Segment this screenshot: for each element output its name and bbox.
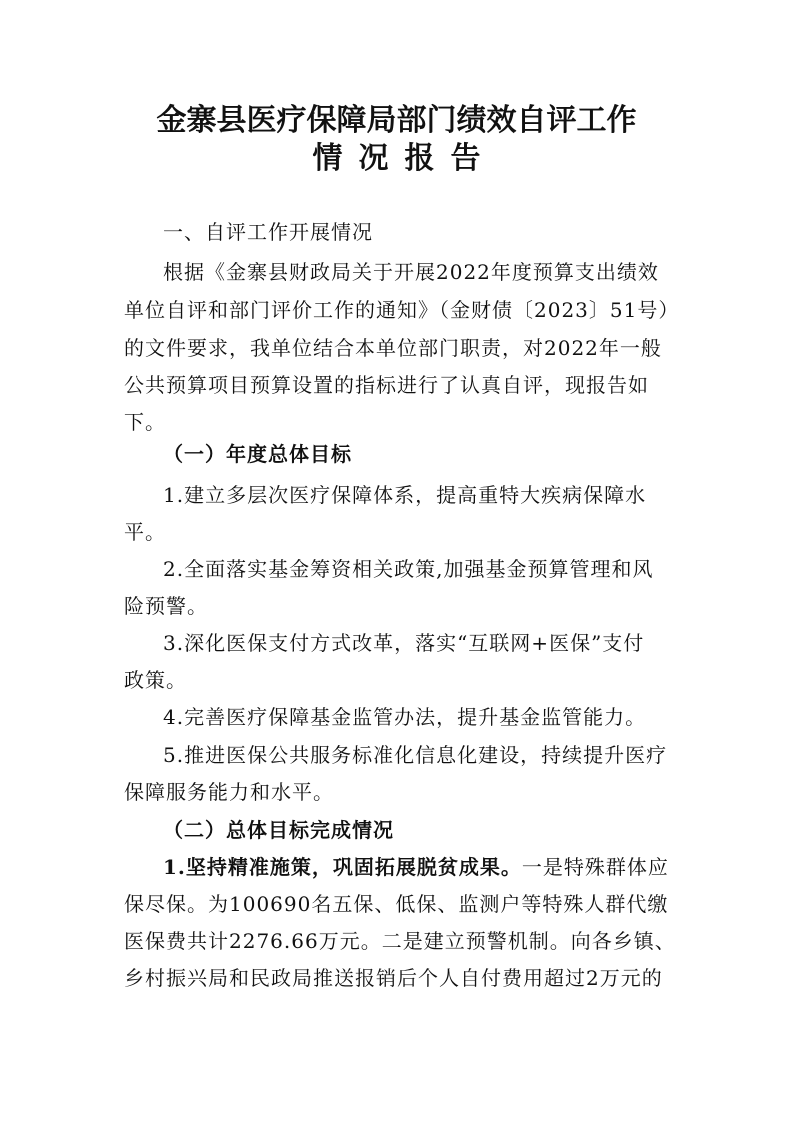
list-item-line: 保障服务能力和水平。 bbox=[124, 780, 334, 804]
list-item-line: 5.推进医保公共服务标准化信息化建设，持续提升医疗 bbox=[163, 743, 668, 767]
list-item-line: 4.完善医疗保障基金监管办法，提升基金监管能力。 bbox=[163, 705, 647, 729]
bold-lead-text: 1.坚持精准施策，巩固拓展脱贫成果。 bbox=[163, 855, 522, 879]
list-item-line: 险预警。 bbox=[124, 594, 208, 618]
list-item-line: 政策。 bbox=[124, 668, 187, 692]
paragraph-line: 保尽保。为100690名五保、低保、监测户等特殊人群代缴 bbox=[124, 892, 669, 916]
paragraph-line: 的文件要求，我单位结合本单位部门职责，对2022年一般 bbox=[124, 336, 662, 360]
paragraph-line bbox=[163, 853, 672, 881]
subsection-heading-1: （一）年度总体目标 bbox=[163, 442, 352, 466]
paragraph-line: 医保费共计2276.66万元。二是建立预警机制。向各乡镇、 bbox=[124, 929, 676, 953]
list-item-line: 1.建立多层次医疗保障体系，提高重特大疾病保障水 bbox=[163, 483, 647, 507]
list-item-line: 平。 bbox=[124, 520, 166, 544]
document-title-line-1: 金寨县医疗保障局部门绩效自评工作 bbox=[156, 103, 637, 138]
section-heading-1: 一、自评工作开展情况 bbox=[163, 220, 373, 244]
paragraph-line: 单位自评和部门评价工作的通知》（金财债〔2023〕51号） bbox=[124, 298, 680, 322]
subsection-heading-2: （二）总体目标完成情况 bbox=[163, 818, 394, 842]
list-item-line: 3.深化医保支付方式改革，落实“互联网+医保”支付 bbox=[163, 631, 645, 655]
list-item-line: 2.全面落实基金筹资相关政策,加强基金预算管理和风 bbox=[163, 557, 654, 581]
lead-rest-text: 一是特殊群体应 bbox=[521, 855, 669, 879]
paragraph-line: 根据《金寨县财政局关于开展2022年度预算支出绩效 bbox=[163, 260, 659, 284]
paragraph-line: 乡村振兴局和民政局推送报销后个人自付费用超过2万元的 bbox=[124, 966, 663, 990]
paragraph-line: 公共预算项目预算设置的指标进行了认真自评，现报告如 bbox=[124, 373, 649, 397]
document-title-line-2: 情况报告 bbox=[312, 141, 497, 176]
paragraph-line: 下。 bbox=[124, 410, 166, 434]
